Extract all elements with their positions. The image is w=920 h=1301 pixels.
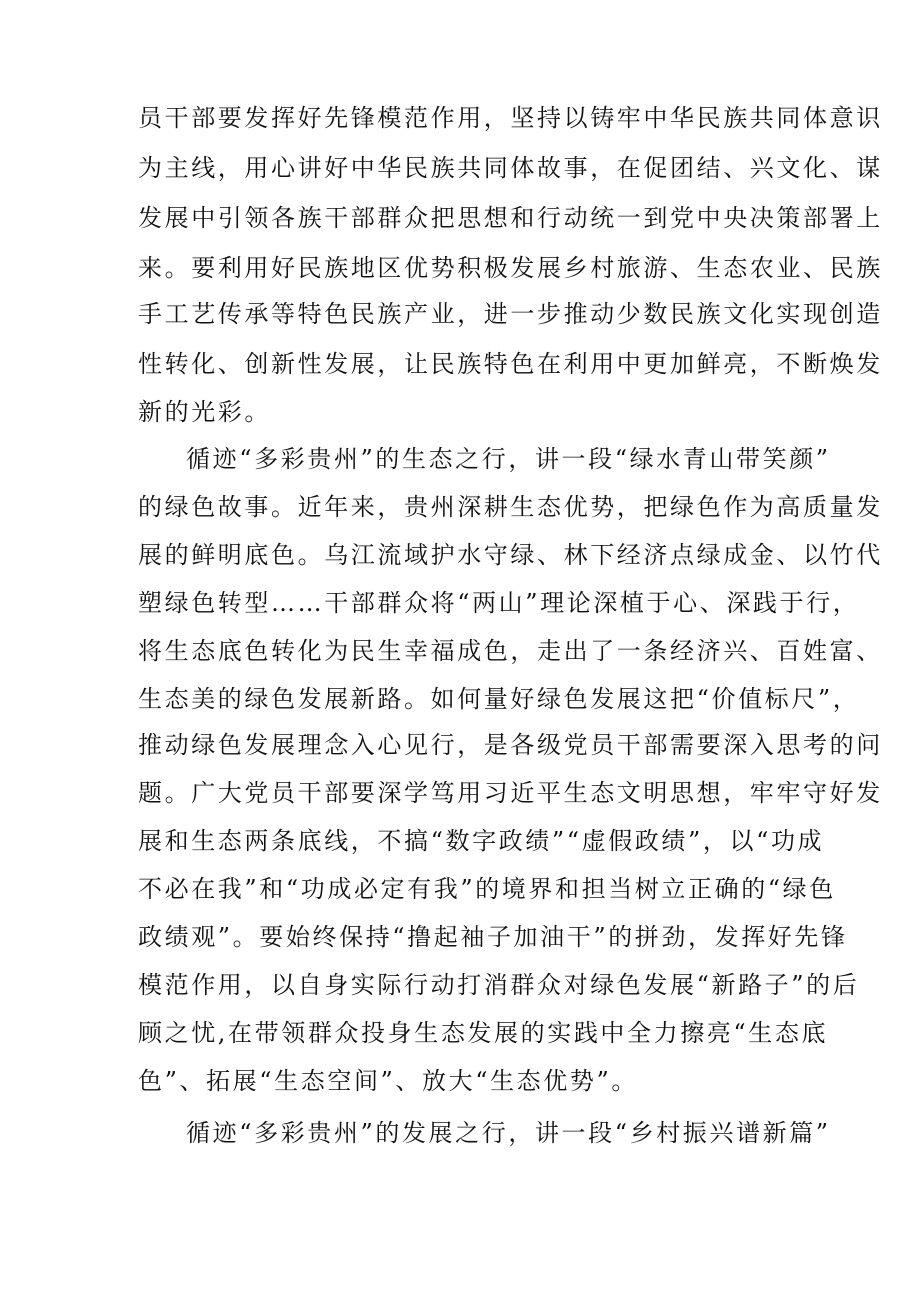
text-line: 循迹“多彩贵州”的生态之行，讲一段“绿水青山带笑颜” [186, 445, 831, 473]
text-line: 不必在我”和“功成必定有我”的境界和担当树立正确的“绿色 [138, 875, 836, 903]
text-line: 为主线，用心讲好中华民族共同体故事，在促团结、兴文化、谋 [138, 154, 883, 182]
text-line: 来。要利用好民族地区优势积极发展乡村旅游、生态农业、民族 [138, 254, 883, 282]
text-line: 生态美的绿色发展新路。如何量好绿色发展这把“价值标尺”， [138, 685, 860, 713]
text-line: 推动绿色发展理念入心见行，是各级党员干部需要深入思考的问 [138, 731, 883, 759]
text-line: 题。广大党员干部要深学笃用习近平生态文明思想，牢牢守好发 [138, 779, 883, 807]
text-line: 发展中引领各族干部群众把思想和行动统一到党中央决策部署上 [138, 204, 883, 232]
text-line: 塑绿色转型……干部群众将“两山”理论深植于心、深践于行， [138, 589, 860, 617]
text-line: 将生态底色转化为民生幸福成色，走出了一条经济兴、百姓富、 [138, 637, 883, 665]
text-line: 员干部要发挥好先锋模范作用，坚持以铸牢中华民族共同体意识 [138, 104, 883, 132]
text-line: 性转化、创新性发展，让民族特色在利用中更加鲜亮，不断焕发 [138, 350, 883, 378]
text-line: 循迹“多彩贵州”的发展之行，讲一段“乡村振兴谱新篇” [186, 1119, 831, 1147]
text-line: 的绿色故事。近年来，贵州深耕生态优势，把绿色作为高质量发 [138, 493, 883, 521]
text-line: 色”、拓展“生态空间”、放大“生态优势”。 [138, 1067, 638, 1095]
text-line: 手工艺传承等特色民族产业，进一步推动少数民族文化实现创造 [138, 300, 883, 328]
text-line: 展和生态两条底线，不搞“数字政绩”“虚假政绩”，以“功成 [138, 827, 825, 855]
text-line: 顾之忧,在带领群众投身生态发展的实践中全力擦亮“生态底 [138, 1019, 829, 1047]
text-line: 模范作用，以自身实际行动打消群众对绿色发展“新路子”的后 [138, 971, 860, 999]
text-line: 新的光彩。 [138, 398, 271, 426]
text-line: 展的鲜明底色。乌江流域护水守绿、林下经济点绿成金、以竹代 [138, 541, 883, 569]
text-line: 政绩观”。要始终保持“撸起袖子加油干”的拼劲，发挥好先锋 [138, 923, 848, 951]
